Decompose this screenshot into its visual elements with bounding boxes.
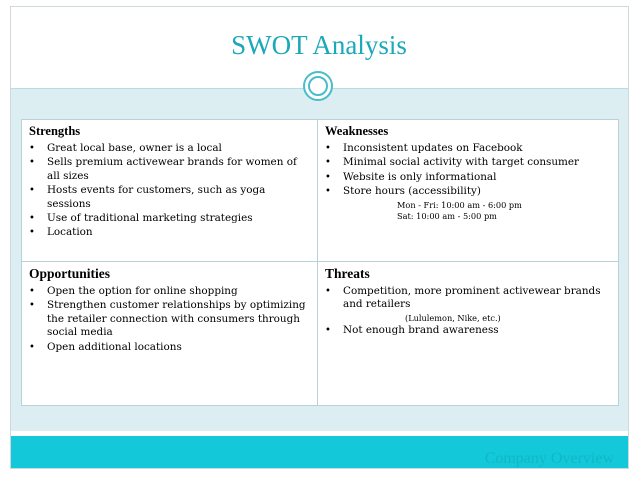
list-item: • Store hours (accessibility) [325,185,610,198]
list-item: • Great local base, owner is a local [29,142,309,155]
threats-cell [318,262,619,406]
footer-bar [11,436,628,468]
threats-heading: Threats [325,266,370,281]
strengths-heading: Strengths [29,124,81,138]
strengths-cell [22,120,318,262]
list-item: • Use of traditional marketing strategies [29,212,309,225]
opportunities-heading: Opportunities [29,266,111,281]
weaknesses-cell [318,120,619,262]
competitors-note: (Lululemon, Nike, etc.) [405,312,501,323]
list-item: • Open additional locations [29,341,309,354]
list-item: • Website is only informational [325,171,610,184]
list-item: • Minimal social activity with target consumer [325,156,610,169]
store-hours-weekday: Mon - Fri: 10:00 am - 6:00 pm [397,199,522,210]
opportunities-list [29,285,309,354]
opportunities-cell [22,262,318,406]
list-item: • Strengthen customer relationships by optimizing the retailer connection with consumers through social media [29,299,309,339]
list-item: • Hosts events for customers, such as yoga sessions [29,184,309,211]
list-item: • Open the option for online shopping [29,285,309,298]
slide-title: SWOT Analysis [231,30,407,60]
swot-table [21,119,619,406]
threats-list [325,285,610,312]
store-hours-saturday: Sat: 10:00 am - 5:00 pm [397,210,497,221]
weaknesses-list [325,142,610,199]
divider-circle-inner [308,76,328,96]
strengths-list [29,142,309,240]
list-item: • Not enough brand awareness [325,324,610,337]
threats-list-continued [325,324,610,337]
weaknesses-heading: Weaknesses [325,124,389,138]
footer-label: Company Overview [484,450,614,467]
list-item: • Sells premium activewear brands for women of all sizes [29,156,309,183]
list-item: • Inconsistent updates on Facebook [325,142,610,155]
list-item: • Competition, more prominent activewear brands and retailers [325,285,610,312]
list-item: • Location [29,226,309,239]
